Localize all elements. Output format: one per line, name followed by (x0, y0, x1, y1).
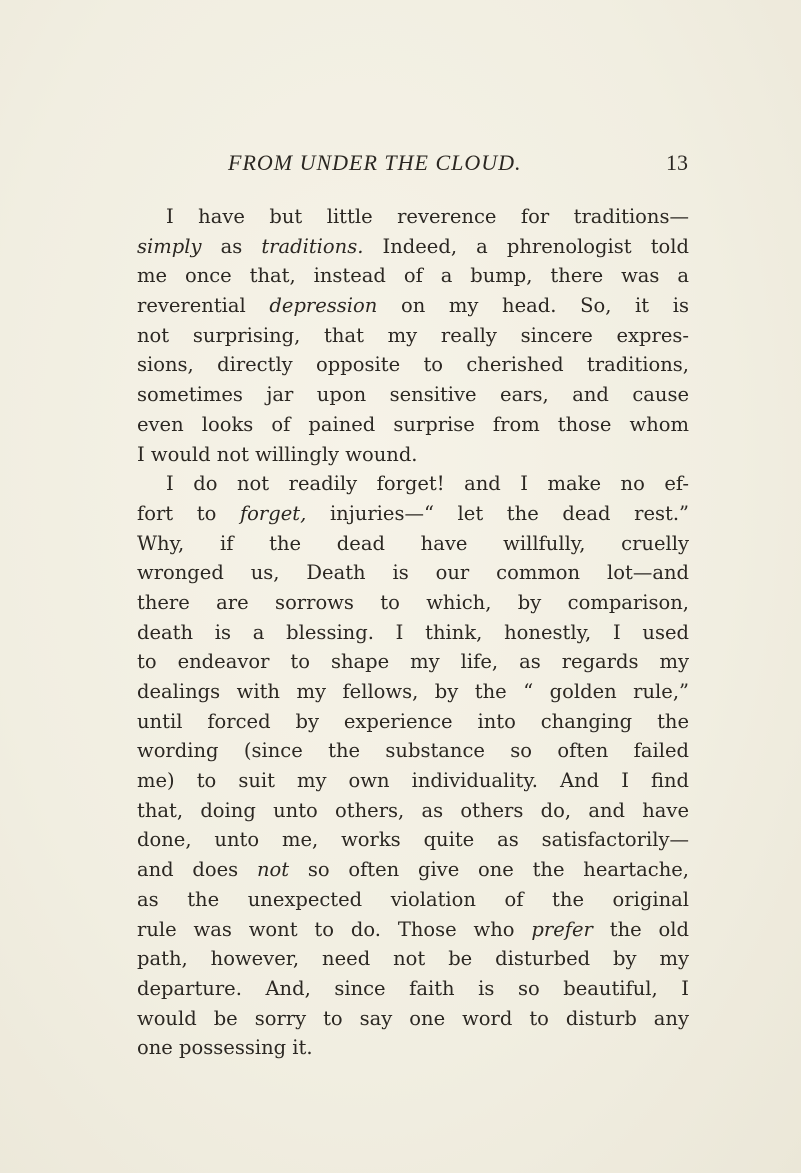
text-line (137, 974, 689, 1004)
text-segment: me once that, instead of a bump, there was a (137, 264, 689, 288)
text-segment: Indeed, a phrenologist told (363, 234, 689, 258)
text-line (137, 796, 689, 826)
italic-segment: depression (269, 294, 378, 318)
text-line (137, 1033, 689, 1063)
text-segment: the old (592, 917, 689, 941)
text-segment: rule was wont to do. Those who (137, 917, 532, 941)
text-segment: me) to suit my own individuality. And I find (137, 769, 689, 793)
text-line (137, 677, 689, 707)
text-line (137, 261, 689, 291)
body-text (137, 202, 689, 1063)
text-segment: until forced by experience into changing the (137, 709, 689, 733)
text-segment: on my head. So, it is (377, 294, 689, 318)
text-line (137, 321, 689, 351)
text-segment: wronged us, Death is our common lot—and (137, 561, 689, 585)
text-line (137, 915, 689, 945)
text-line (137, 736, 689, 766)
text-line (137, 410, 689, 440)
text-line (137, 618, 689, 648)
text-line (137, 766, 689, 796)
italic-segment: simply (137, 234, 202, 258)
text-line (137, 558, 689, 588)
text-segment: there are sorrows to which, by comparison, (137, 590, 689, 614)
text-segment: departure. And, since faith is so beautiful, I (137, 976, 689, 1000)
text-segment: I do not readily forget! and I make no ef- (166, 472, 689, 496)
text-segment: and does (137, 858, 257, 882)
italic-segment: forget, (239, 501, 307, 525)
text-segment: as the unexpected violation of the original (137, 887, 689, 911)
text-segment: Why, if the dead have willfully, cruelly (137, 531, 689, 555)
text-segment: sions, directly opposite to cherished traditions, (137, 353, 689, 377)
text-segment: that, doing unto others, as others do, and have (137, 798, 689, 822)
text-segment: I would not willingly wound. (137, 442, 418, 466)
text-line (137, 588, 689, 618)
text-segment: path, however, need not be disturbed by my (137, 947, 689, 971)
text-line (137, 944, 689, 974)
text-segment: not surprising, that my really sincere expres- (137, 323, 689, 347)
text-segment: so often give one the heartache, (289, 858, 689, 882)
italic-segment: not (256, 858, 290, 882)
page-number: 13 (666, 150, 688, 175)
text-line (137, 855, 689, 885)
text-segment: wording (since the substance so often failed (137, 739, 689, 763)
text-line (137, 232, 689, 262)
text-segment: even looks of pained surprise from those whom (137, 412, 689, 436)
text-segment: injuries—“ let the dead rest.” (306, 501, 689, 525)
text-segment: done, unto me, works quite as satisfactorily— (137, 828, 689, 852)
text-line (137, 202, 689, 232)
text-line (137, 707, 689, 737)
text-line (137, 291, 689, 321)
text-segment: fort to (137, 501, 240, 525)
text-segment: I have but little reverence for traditions— (166, 205, 689, 228)
text-line (137, 440, 689, 470)
text-line (137, 499, 689, 529)
text-line (137, 380, 689, 410)
text-line (137, 1004, 689, 1034)
italic-segment: traditions. (261, 234, 364, 258)
text-segment: sometimes jar upon sensitive ears, and cause (137, 383, 689, 407)
text-segment: dealings with my fellows, by the “ golden rule,” (137, 680, 689, 703)
text-line (137, 469, 689, 499)
text-segment: death is a blessing. I think, honestly, I used (137, 620, 689, 644)
italic-segment: prefer (531, 917, 593, 941)
text-line (137, 529, 689, 559)
text-segment: reverential (137, 294, 270, 318)
text-line (137, 825, 689, 855)
text-segment: would be sorry to say one word to disturb any (137, 1006, 689, 1030)
text-line (137, 885, 689, 915)
running-title: FROM UNDER THE CLOUD. (228, 150, 522, 175)
text-line (137, 647, 689, 677)
text-segment: to endeavor to shape my life, as regards my (137, 650, 689, 674)
running-head (228, 150, 688, 180)
text-segment: one possessing it. (137, 1036, 313, 1060)
text-segment: as (201, 234, 262, 258)
text-line (137, 350, 689, 380)
